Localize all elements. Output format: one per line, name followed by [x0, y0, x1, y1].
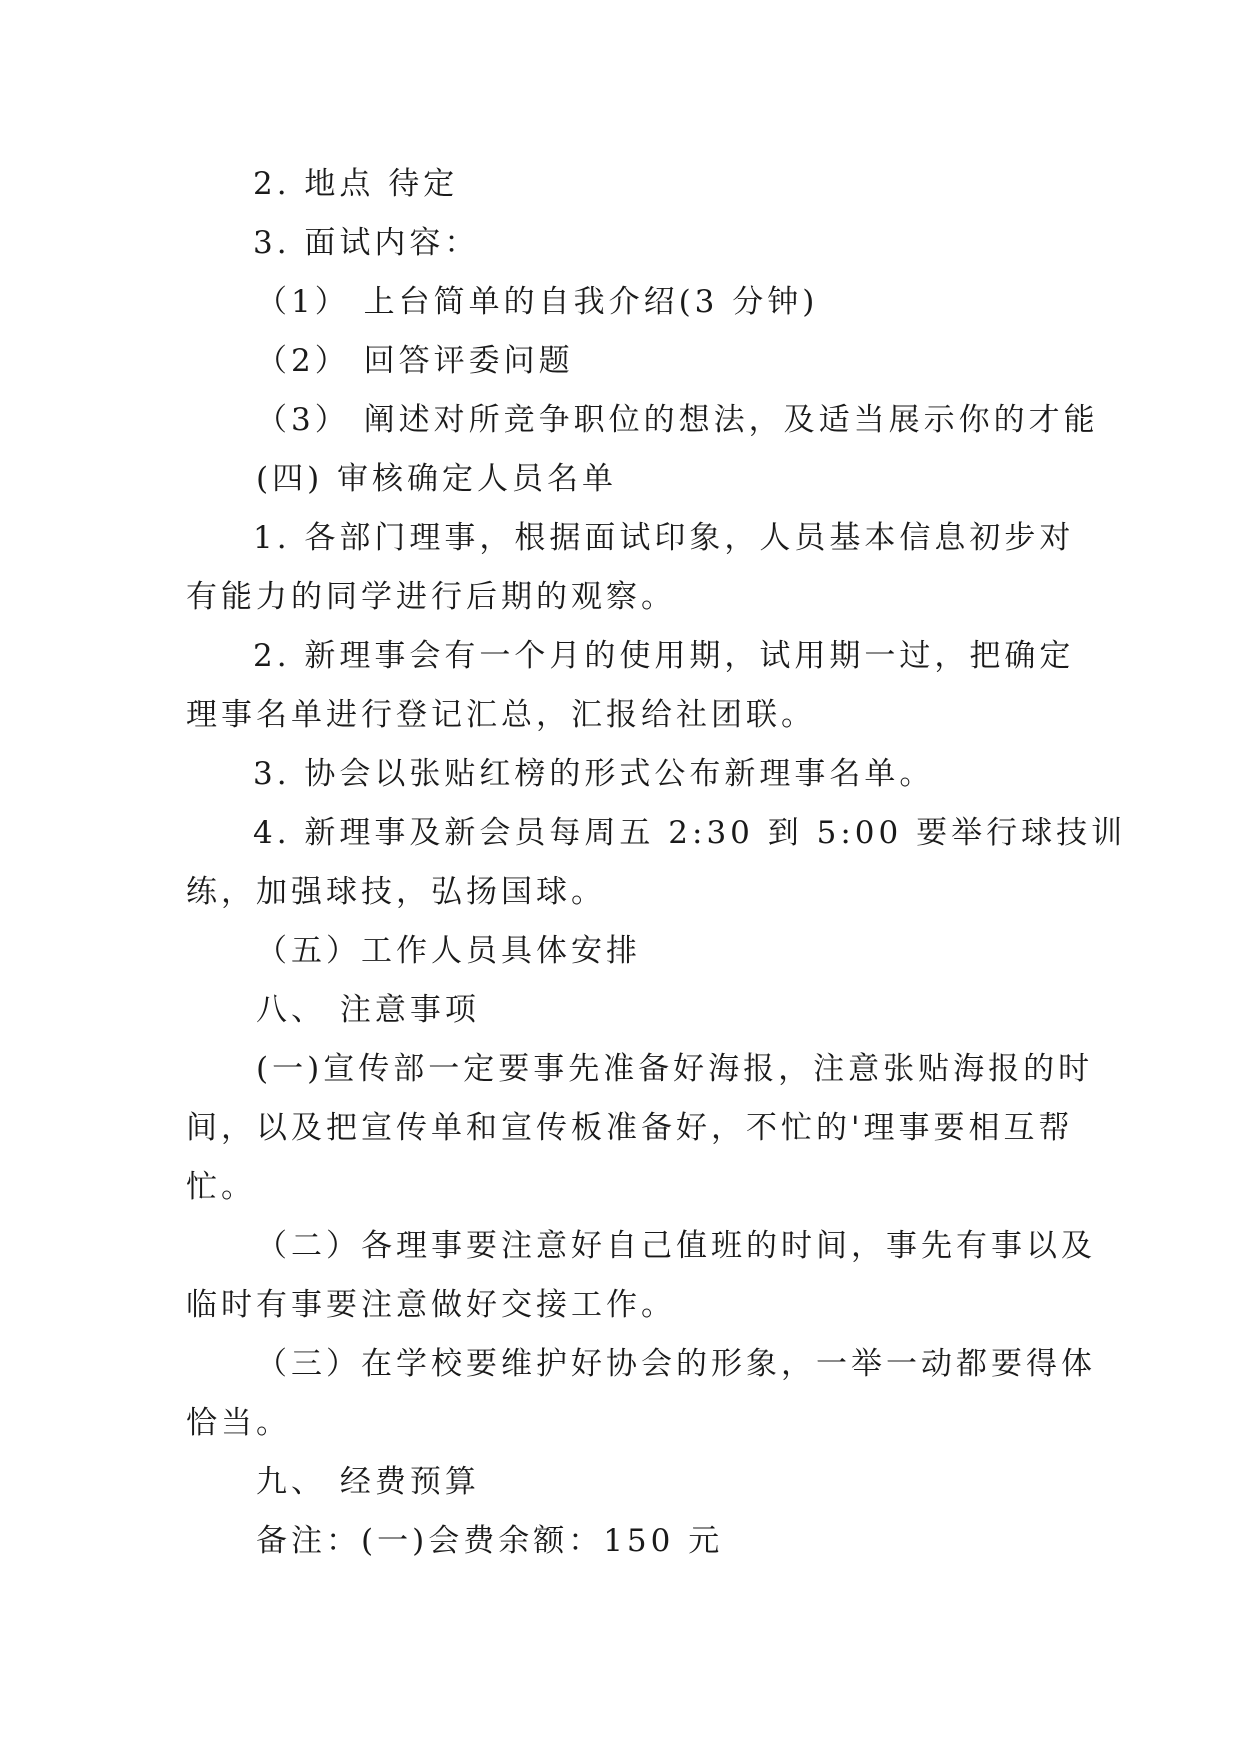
section-heading-notes: 八、 注意事项	[256, 992, 480, 1028]
text-line-review-1a: 1. 各部门理事，根据面试印象，人员基本信息初步对	[253, 520, 1075, 556]
text-line-review-3: 3. 协会以张贴红榜的形式公布新理事名单。	[253, 756, 935, 792]
text-line-review-1b: 有能力的同学进行后期的观察。	[186, 579, 676, 615]
section-heading-review: (四) 审核确定人员名单	[256, 461, 618, 497]
section-heading-staff: （五）工作人员具体安排	[256, 933, 641, 969]
text-line-review-4a: 4. 新理事及新会员每周五 2:30 到 5:00 要举行球技训	[253, 815, 1127, 851]
text-line-review-2a: 2. 新理事会有一个月的使用期，试用期一过，把确定	[253, 638, 1075, 674]
text-line-self-intro: （1） 上台简单的自我介绍(3 分钟)	[256, 284, 819, 320]
text-line-note-3a: （三）在学校要维护好协会的形象，一举一动都要得体	[256, 1346, 1096, 1382]
text-line-position-ideas: （3） 阐述对所竞争职位的想法，及适当展示你的才能	[256, 402, 1099, 438]
text-line-note-3b: 恰当。	[186, 1405, 291, 1441]
text-line-budget-remark: 备注：(一)会费余额：150 元	[256, 1523, 724, 1559]
text-line-location: 2. 地点 待定	[253, 166, 459, 202]
text-line-review-2b: 理事名单进行登记汇总，汇报给社团联。	[186, 697, 816, 733]
text-line-note-1a: (一)宣传部一定要事先准备好海报，注意张贴海报的时	[256, 1051, 1094, 1087]
section-heading-budget: 九、 经费预算	[256, 1464, 480, 1500]
text-line-review-4b: 练，加强球技，弘扬国球。	[186, 874, 606, 910]
text-line-note-2a: （二）各理事要注意好自己值班的时间，事先有事以及	[256, 1228, 1096, 1264]
text-line-interview-content: 3. 面试内容：	[253, 225, 480, 261]
text-line-note-2b: 临时有事要注意做好交接工作。	[186, 1287, 676, 1323]
text-line-note-1c: 忙。	[186, 1169, 256, 1205]
text-line-answer-questions: （2） 回答评委问题	[256, 343, 574, 379]
text-line-note-1b: 间，以及把宣传单和宣传板准备好，不忙的'理事要相互帮	[186, 1110, 1074, 1146]
